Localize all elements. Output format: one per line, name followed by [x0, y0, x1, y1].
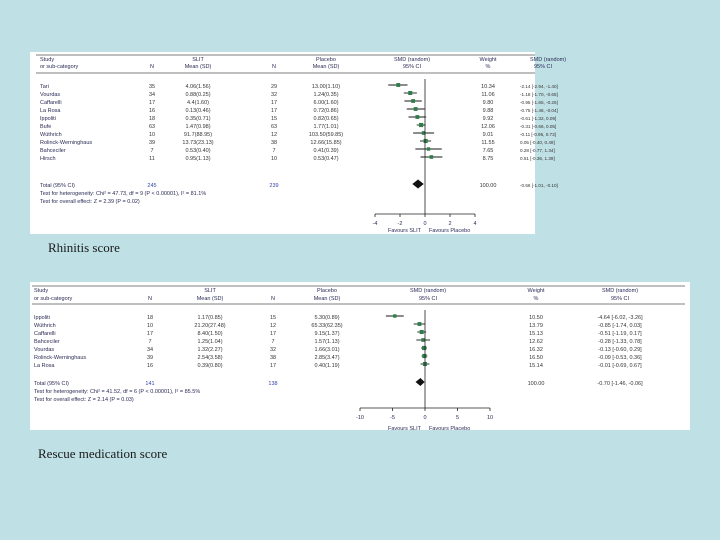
study-point — [430, 155, 434, 159]
rhinitis-caption: Rhinitis score — [48, 240, 120, 255]
study-smd-ci: -0.75 [-1.46, -0.04] — [520, 108, 558, 113]
placebo-mean-sd: 5.30(0.89) — [314, 315, 340, 321]
slit-mean-sd: 0.13(0.46) — [185, 108, 211, 114]
rhinitis-forest-plot-panel — [30, 52, 567, 234]
slit-mean-sd: 2.54(3.58) — [197, 355, 223, 361]
study-name: Ippoliti — [40, 116, 56, 122]
placebo-n: 32 — [269, 347, 277, 353]
placebo-mean-sd: 0.82(0.65) — [313, 116, 339, 122]
study-point — [420, 330, 424, 334]
rhinitis-forest-plot — [30, 52, 567, 234]
x-tick-label: -5 — [390, 415, 395, 421]
study-point — [414, 107, 418, 111]
slit-mean-sd: 4.06(1.56) — [185, 84, 211, 90]
x-tick-label: -2 — [397, 221, 403, 227]
placebo-mean-sd: 9.15(1.37) — [314, 331, 340, 337]
x-tick-label: -10 — [356, 415, 364, 421]
placebo-n: 63 — [270, 124, 278, 130]
placebo-mean-sd: 103.50(59.85) — [308, 132, 344, 138]
placebo-mean-sd: 12.66(15.85) — [310, 140, 342, 146]
slit-mean-sd: 4.4(1.60) — [186, 100, 210, 106]
study-weight: 16.50 — [529, 355, 543, 361]
slit-n: 35 — [148, 84, 156, 90]
study-smd-ci: -4.64 [-6.02, -3.26] — [597, 315, 643, 321]
slit-mean-sd: 1.25(1.04) — [197, 339, 223, 345]
header-mean-sd-placebo: Mean (SD) — [313, 296, 341, 302]
x-tick-label: 0 — [423, 221, 427, 227]
study-smd-ci: -0.95 [-1.65, -0.26] — [520, 100, 558, 105]
study-smd-ci: -1.18 [-1.70, -0.65] — [520, 92, 558, 97]
placebo-mean-sd: 0.53(0.47) — [313, 156, 339, 162]
study-smd-ci: -2.14 [-2.94, -1.40] — [520, 84, 558, 89]
study-smd-ci: -0.51 [-1.19, 0.17] — [598, 331, 642, 337]
slit-n: 16 — [146, 363, 154, 369]
slit-n: 17 — [146, 331, 154, 337]
slit-n: 39 — [146, 355, 154, 361]
slit-n: 39 — [148, 140, 156, 146]
study-name: Bahceciler — [34, 339, 60, 345]
slit-n: 18 — [148, 116, 156, 122]
header-smd-random: SMD (random) — [409, 288, 447, 294]
header-n-placebo: N — [271, 296, 275, 302]
total-weight: 100.00 — [479, 183, 497, 189]
header-95ci-2: 95% CI — [610, 296, 630, 302]
slit-mean-sd: 8.40(1.50) — [197, 331, 223, 337]
placebo-mean-sd: 13.00(1.10) — [311, 84, 341, 90]
header-slit: SLIT — [192, 57, 204, 63]
header-weight: Weight — [527, 288, 545, 294]
header-smd-random: SMD (random) — [393, 57, 431, 63]
study-point — [419, 123, 423, 127]
study-name: Tari — [40, 84, 49, 90]
total-slit-n: 245 — [147, 183, 157, 189]
rescue-forest-plot-panel — [30, 282, 690, 430]
favours-slit-label: Favours SLIT — [387, 426, 421, 432]
study-smd-ci: -0.85 [-1.74, 0.03] — [598, 323, 642, 329]
study-weight: 9.80 — [482, 100, 494, 106]
header-n-placebo: N — [272, 64, 276, 70]
study-name: Caffarelli — [34, 331, 56, 337]
slit-mean-sd: 13.73(23.13) — [182, 140, 214, 146]
slit-n: 10 — [148, 132, 156, 138]
total-placebo-n: 138 — [268, 381, 278, 387]
favours-slit-label: Favours SLIT — [387, 228, 421, 234]
placebo-n: 38 — [270, 140, 278, 146]
favours-placebo-label: Favours Placebo — [429, 426, 471, 432]
total-label: Total (95% CI) — [40, 183, 75, 189]
slit-mean-sd: 0.53(0.40) — [185, 148, 211, 154]
study-smd-ci: 0.05 [-0.40, 0.49] — [520, 140, 555, 145]
study-smd-ci: -0.31 [-0.66, 0.05] — [520, 124, 557, 129]
placebo-mean-sd: 1.57(1.13) — [314, 339, 340, 345]
placebo-n: 7 — [271, 339, 275, 345]
x-tick-label: 5 — [455, 415, 460, 421]
study-weight: 9.88 — [482, 108, 494, 114]
header-n-slit: N — [150, 64, 154, 70]
slit-mean-sd: 0.35(0.71) — [185, 116, 211, 122]
study-weight: 11.55 — [481, 140, 495, 146]
header-weight: Weight — [479, 57, 497, 63]
header-placebo: Placebo — [317, 288, 337, 294]
header-subcategory: or sub-category — [40, 64, 79, 70]
study-weight: 15.13 — [529, 331, 543, 337]
placebo-mean-sd: 0.72(0.86) — [313, 108, 339, 114]
study-weight: 11.06 — [481, 92, 495, 98]
total-label: Total (95% CI) — [34, 381, 69, 387]
slit-mean-sd: 21.20(27.48) — [194, 323, 226, 329]
study-smd-ci: -0.28 [-1.33, 0.78] — [598, 339, 642, 345]
study-weight: 10.50 — [529, 315, 543, 321]
placebo-n: 15 — [269, 315, 277, 321]
slit-n: 10 — [146, 323, 154, 329]
placebo-mean-sd: 0.40(1.19) — [314, 363, 340, 369]
study-smd-ci: -0.61 [-1.32, 0.09] — [520, 116, 557, 121]
study-point — [396, 83, 400, 87]
placebo-mean-sd: 1.66(3.01) — [314, 347, 340, 353]
study-name: Vourdas — [40, 92, 61, 98]
total-smd-ci: -0.70 [-1.46, -0.06] — [597, 381, 643, 387]
study-point — [424, 139, 428, 143]
slit-n: 34 — [148, 92, 156, 98]
study-name: La Rosa — [34, 363, 55, 369]
header-95ci-2: 95% CI — [534, 64, 553, 70]
study-weight: 15.14 — [529, 363, 543, 369]
header-smd-random-2: SMD (random) — [601, 288, 639, 294]
slit-mean-sd: 91.7(88.95) — [183, 132, 213, 138]
header-95ci: 95% CI — [418, 296, 438, 302]
study-smd-ci: -0.01 [-0.69, 0.67] — [598, 363, 642, 369]
study-weight: 12.62 — [529, 339, 543, 345]
placebo-n: 17 — [269, 331, 277, 337]
study-point — [411, 99, 415, 103]
rescue-forest-plot — [30, 282, 690, 430]
study-weight: 13.79 — [529, 323, 543, 329]
slit-mean-sd: 1.47(0.98) — [185, 124, 211, 130]
slit-mean-sd: 1.32(2.27) — [197, 347, 223, 353]
overall-effect-test: Test for overall effect: Z = 2.14 (P = 0.03) — [34, 397, 134, 403]
study-point — [422, 354, 426, 358]
placebo-n: 10 — [270, 156, 278, 162]
study-name: Hirsch — [40, 156, 56, 162]
slit-mean-sd: 0.39(0.80) — [197, 363, 223, 369]
study-weight: 16.32 — [529, 347, 543, 353]
slit-n: 17 — [148, 100, 156, 106]
placebo-n: 38 — [269, 355, 277, 361]
study-name: Bufe — [40, 124, 52, 130]
placebo-mean-sd: 1.24(0.35) — [313, 92, 339, 98]
header-percent: % — [485, 64, 491, 70]
study-smd-ci: 0.51 [-0.36, 1.39] — [520, 156, 555, 161]
header-95ci: 95% CI — [402, 64, 422, 70]
placebo-mean-sd: 1.77(1.01) — [313, 124, 339, 130]
study-point — [408, 91, 412, 95]
placebo-n: 29 — [270, 84, 278, 90]
slit-mean-sd: 0.95(1.13) — [185, 156, 211, 162]
study-point — [421, 338, 425, 342]
placebo-n: 12 — [270, 132, 278, 138]
study-weight: 9.92 — [482, 116, 494, 122]
x-tick-label: 0 — [423, 415, 427, 421]
placebo-n: 17 — [269, 363, 277, 369]
study-weight: 12.06 — [481, 124, 495, 130]
total-smd-ci: -0.56 [-1.01, -0.10] — [520, 183, 558, 188]
study-point — [415, 115, 419, 119]
study-point — [427, 147, 430, 150]
header-slit: SLIT — [204, 288, 216, 294]
header-percent: % — [533, 296, 539, 302]
study-weight: 9.01 — [482, 132, 494, 138]
study-name: Wüthrich — [34, 323, 56, 329]
slit-n: 11 — [149, 156, 155, 162]
placebo-n: 12 — [269, 323, 277, 329]
study-name: Bahceciler — [40, 148, 66, 154]
total-placebo-n: 239 — [269, 183, 279, 189]
x-tick-label: -4 — [372, 221, 378, 227]
study-name: Wüthrich — [40, 132, 62, 138]
heterogeneity-test: Test for heterogeneity: Chi² = 47.73, df = 9 (P < 0.00001), I² = 81.1% — [40, 191, 207, 197]
placebo-n: 15 — [270, 116, 278, 122]
header-n-slit: N — [148, 296, 152, 302]
study-smd-ci: -0.11 [-0.95, 0.73] — [520, 132, 556, 137]
study-weight: 8.75 — [482, 156, 494, 162]
x-tick-label: 10 — [486, 415, 494, 421]
favours-placebo-label: Favours Placebo — [429, 228, 471, 234]
study-weight: 10.34 — [481, 84, 495, 90]
total-weight: 100.00 — [527, 381, 545, 387]
study-smd-ci: 0.28 [-0.77, 1.34] — [520, 148, 555, 153]
slit-mean-sd: 0.88(0.25) — [185, 92, 211, 98]
slit-n: 7 — [148, 339, 152, 345]
slit-n: 34 — [146, 347, 154, 353]
placebo-n: 17 — [270, 100, 278, 106]
study-name: Vourdas — [34, 347, 55, 353]
study-point — [422, 346, 426, 350]
pooled-diamond — [416, 378, 425, 386]
slit-n: 18 — [146, 315, 154, 321]
header-placebo: Placebo — [316, 57, 336, 63]
study-name: La Rosa — [40, 108, 61, 114]
slit-mean-sd: 1.17(0.85) — [197, 315, 223, 321]
heterogeneity-test: Test for heterogeneity: Chi² = 41.52, df = 6 (P < 0.00001), I² = 85.5% — [34, 389, 201, 395]
placebo-n: 17 — [270, 108, 278, 114]
placebo-mean-sd: 65.33(62.35) — [311, 323, 343, 329]
header-study: Study — [34, 288, 49, 294]
header-mean-sd-slit: Mean (SD) — [196, 296, 224, 302]
overall-effect-test: Test for overall effect: Z = 2.39 (P = 0.02) — [40, 199, 140, 205]
header-mean-sd-slit: Mean (SD) — [184, 64, 212, 70]
study-name: Ippoliti — [34, 315, 50, 321]
placebo-n: 32 — [270, 92, 278, 98]
slit-n: 63 — [148, 124, 156, 130]
total-slit-n: 141 — [145, 381, 155, 387]
slit-n: 16 — [148, 108, 156, 114]
slit-n: 7 — [150, 148, 154, 154]
pooled-diamond — [412, 180, 423, 189]
study-point — [418, 322, 422, 326]
header-study: Study — [40, 57, 55, 63]
placebo-n: 7 — [272, 148, 276, 154]
x-tick-label: 4 — [473, 221, 477, 227]
study-smd-ci: -0.13 [-0.60, 0.29] — [598, 347, 642, 353]
study-name: Rolinck-Werninghaus — [40, 140, 93, 146]
x-tick-label: 2 — [448, 221, 452, 227]
header-mean-sd-placebo: Mean (SD) — [312, 64, 340, 70]
study-name: Caffarelli — [40, 100, 62, 106]
header-smd-random-2: SMD (random) — [530, 57, 567, 63]
placebo-mean-sd: 2.85(3.47) — [314, 355, 340, 361]
placebo-mean-sd: 6.00(1.60) — [313, 100, 339, 106]
study-point — [393, 314, 396, 317]
study-name: Rolinck-Werninghaus — [34, 355, 87, 361]
header-subcategory: or sub-category — [34, 296, 73, 302]
rescue-caption: Rescue medication score — [38, 446, 168, 461]
placebo-mean-sd: 0.41(0.39) — [313, 148, 339, 154]
study-smd-ci: -0.09 [-0.53, 0.36] — [598, 355, 642, 361]
study-weight: 7.65 — [482, 148, 494, 154]
